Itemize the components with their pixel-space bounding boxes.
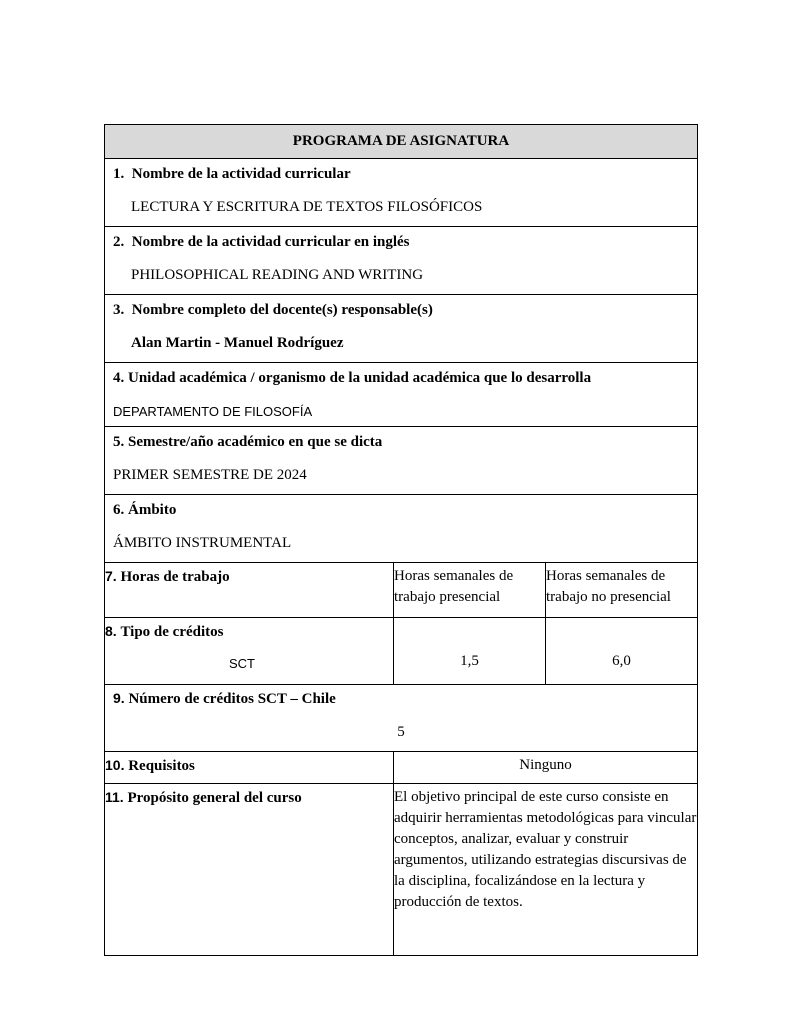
section-2-row (105, 227, 698, 295)
section-11-number: 11. (105, 789, 124, 805)
table-title: PROGRAMA DE ASIGNATURA (105, 125, 698, 159)
section-11-title: Propósito general del curso (127, 790, 302, 806)
section-1-number: 1. (113, 166, 125, 182)
section-10-value: Ninguno (394, 752, 698, 784)
section-1-cell (105, 159, 698, 227)
section-5-row (105, 427, 698, 495)
section-2-cell (105, 227, 698, 295)
section-1-value: LECTURA Y ESCRITURA DE TEXTOS FILOSÓFICOS (131, 199, 483, 215)
section-4-cell (105, 363, 698, 427)
section-2-number: 2. (113, 234, 125, 250)
section-3-number: 3. (113, 302, 125, 318)
section-9-number: 9. (113, 690, 125, 706)
section-3-value: Alan Martin - Manuel Rodríguez (131, 335, 344, 351)
section-9-row (105, 685, 698, 752)
section-8-no-presencial-value: 6,0 (546, 618, 698, 685)
section-4-title: 4. Unidad académica / organismo de la unidad académica que lo desarrolla (113, 370, 592, 386)
section-2-title: Nombre de la actividad curricular en inglés (131, 234, 410, 250)
section-1-heading (105, 159, 697, 185)
section-10-label-cell (105, 752, 394, 784)
section-7-number: 7. (105, 568, 117, 584)
section-7-row (105, 563, 698, 618)
section-3-title: Nombre completo del docente(s) responsable(s) (131, 302, 433, 318)
program-table (104, 124, 698, 956)
section-6-row (105, 495, 698, 563)
section-5-title: 5. Semestre/año académico en que se dicta (113, 434, 383, 450)
section-7-label-cell (105, 563, 394, 618)
section-1-row (105, 159, 698, 227)
section-11-label-cell (105, 784, 394, 956)
section-9-value: 5 (397, 724, 405, 740)
section-8-number: 8. (105, 623, 117, 639)
section-8-presencial-value: 1,5 (394, 618, 546, 685)
section-4-value: DEPARTAMENTO DE FILOSOFÍA (113, 404, 313, 419)
section-3-heading (105, 295, 697, 321)
header-row (105, 125, 698, 159)
section-6-cell (105, 495, 698, 563)
section-1-title: Nombre de la actividad curricular (131, 166, 351, 182)
section-7-no-presencial-header: Horas semanales de trabajo no presencial (546, 563, 698, 618)
section-8-title: Tipo de créditos (120, 624, 224, 640)
section-4-row (105, 363, 698, 427)
section-10-row (105, 752, 698, 784)
section-8-credit-type: SCT (229, 656, 255, 671)
section-9-title: Número de créditos SCT – Chile (128, 691, 336, 707)
section-3-row (105, 295, 698, 363)
section-8-label-cell (105, 618, 394, 685)
section-7-title: Horas de trabajo (120, 569, 230, 585)
section-8-row (105, 618, 698, 685)
section-2-heading (105, 227, 697, 253)
section-7-presencial-header: Horas semanales de trabajo presencial (394, 563, 546, 618)
section-9-cell (105, 685, 698, 752)
section-2-value: PHILOSOPHICAL READING AND WRITING (131, 267, 424, 283)
section-10-number: 10. (105, 757, 125, 773)
section-11-value: El objetivo principal de este curso consiste en adquirir herramientas metodológicas para vincular conceptos, analizar, evaluar y construir argumentos, utilizando estrategias discursivas de la disciplina, focalizándose en la lectura y producción de textos. (394, 784, 698, 956)
section-3-cell (105, 295, 698, 363)
section-11-row (105, 784, 698, 956)
section-10-title: Requisitos (128, 758, 195, 774)
section-5-cell (105, 427, 698, 495)
section-6-title: 6. Ámbito (113, 502, 177, 518)
section-6-value: ÁMBITO INSTRUMENTAL (113, 535, 292, 551)
section-5-value: PRIMER SEMESTRE DE 2024 (113, 467, 307, 483)
